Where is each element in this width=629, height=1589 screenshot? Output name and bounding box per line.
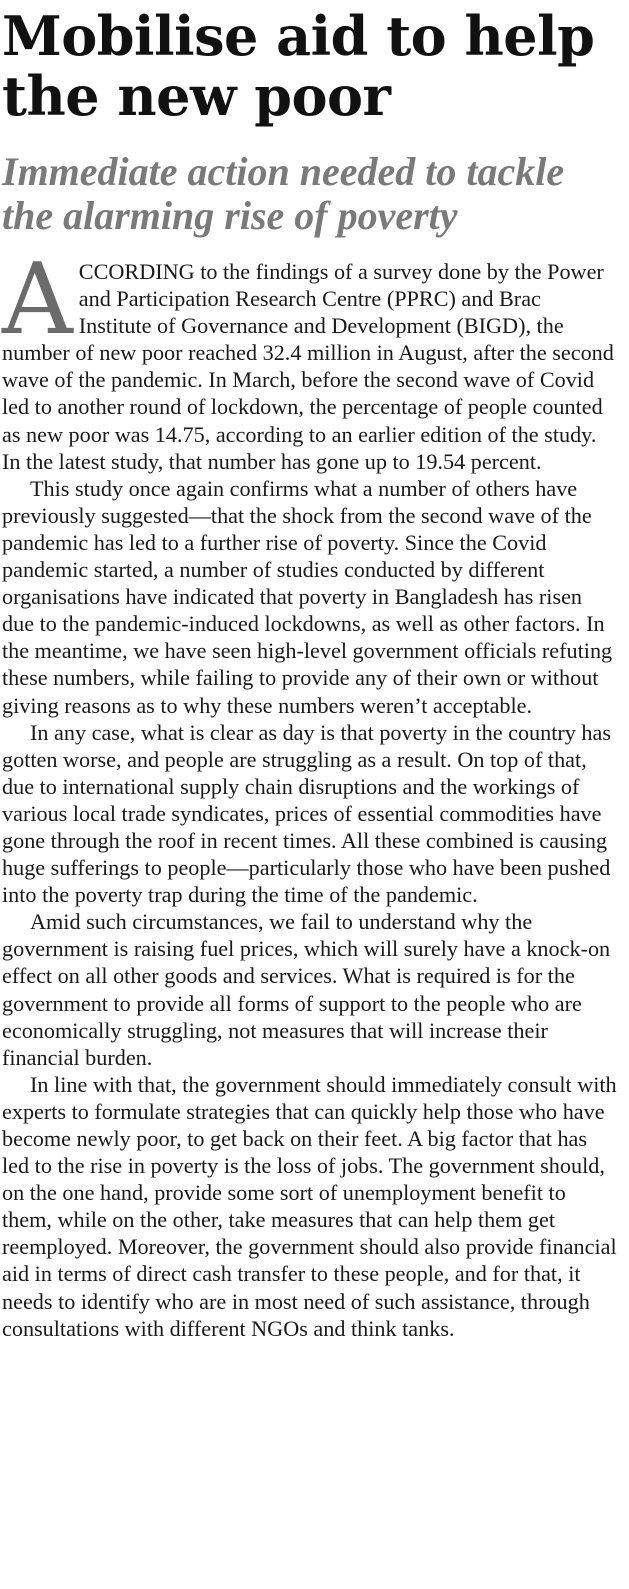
drop-cap: A	[2, 243, 73, 357]
subheadline: Immediate action needed to tackle the alarming rise of poverty	[2, 149, 565, 238]
paragraph-1	[2, 243, 617, 475]
article-body	[2, 243, 617, 1342]
paragraph-3: In any case, what is clear as day is that poverty in the country has gotten worse, and people are struggling as a result. On top of that, due to international supply chain disruptions and the workings of various local trade syndicates, prices of essential commodities have gone through the roof in recent times. All these combined is causing huge sufferings to people—particularly those who have been pushed into the poverty trap during the time of the pandemic.	[2, 719, 612, 908]
paragraph-4: Amid such circumstances, we fail to understand why the government is raising fuel prices, which will surely have a knock-on effect on all other goods and services. What is required is for the government to provide all forms of support to the people who are economically struggling, not measures that will increase their financial burden.	[2, 909, 611, 1070]
paragraph-5: In line with that, the government should immediately consult with experts to formulate strategies that can quickly help those who have become newly poor, to get back on their feet. A big factor that has led to the rise in poverty is the loss of jobs. The government should, on the one hand, provide some sort of unemployment benefit to them, while on the other, take measures that can help them get reemployed. Moreover, the government should also provide financial aid in terms of direct cash transfer to these people, and for that, it needs to identify who are in most need of such assistance, through consultations with different NGOs and think tanks.	[2, 1071, 617, 1341]
paragraph-1-text: CCORDING to the findings of a survey done by the Power and Participation Research Centre (PPRC) and Brac Institute of Governance and Development (BIGD), the number of new poor reached 32.4 million in August, after the second wave of the pandemic. In March, before the second wave of Covid led to another round of lockdown, the percentage of people counted as new poor was 14.75, according to an earlier edition of the study. In the latest study, that number has gone up to 19.54 percent.	[2, 259, 614, 474]
paragraph-2: This study once again confirms what a number of others have previously suggested—that the shock from the second wave of the pandemic has led to a further rise of poverty. Since the Covid pandemic started, a number of studies conducted by different organisations have indicated that poverty in Bangladesh has risen due to the pandemic-induced lockdowns, as well as other factors. In the meantime, we have seen high-level government officials refuting these numbers, while failing to provide any of their own or without giving reasons as to why these numbers weren’t acceptable.	[2, 475, 613, 718]
headline: Mobilise aid to help the new poor	[2, 4, 595, 128]
